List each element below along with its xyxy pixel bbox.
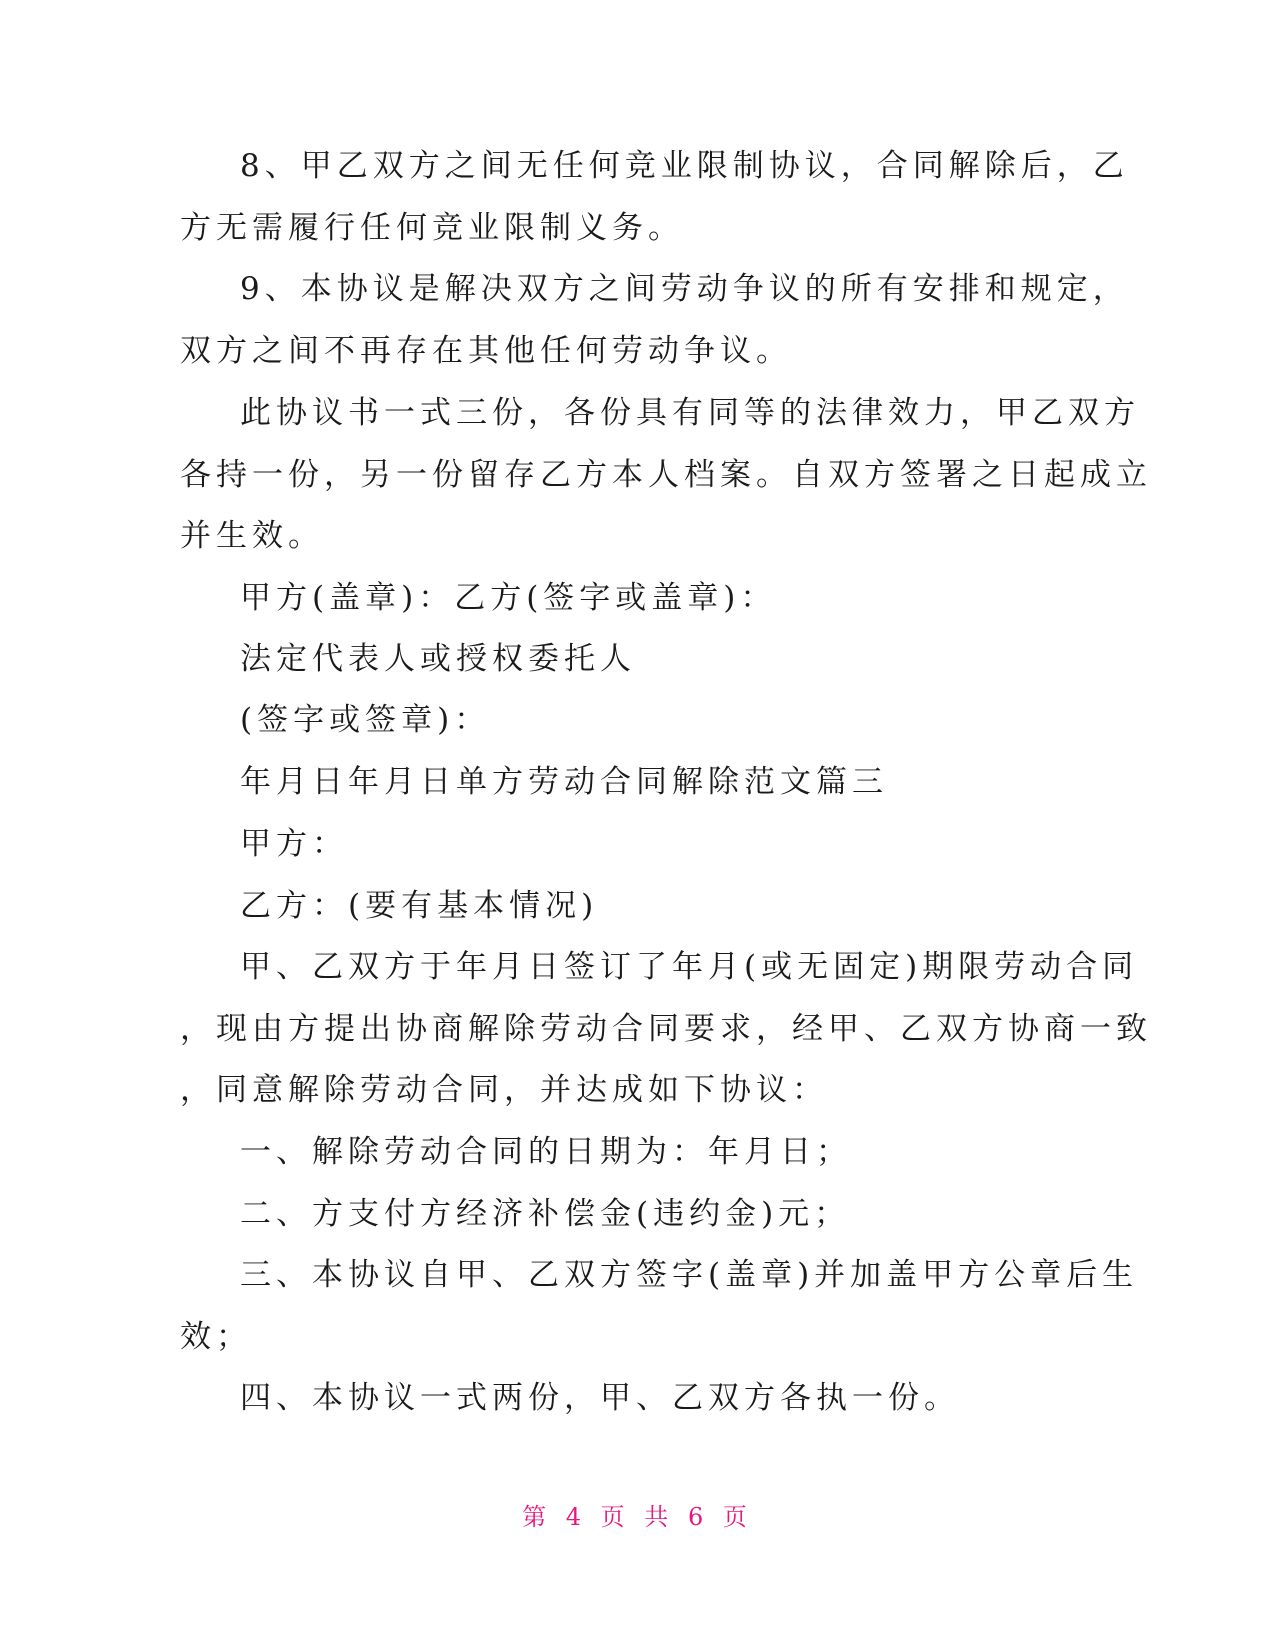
paragraph-line: 三、本协议自甲、乙双方签字(盖章)并加盖甲方公章后生 — [240, 1257, 1139, 1293]
page-number-label: 第 4 页 共 6 页 — [522, 1503, 753, 1531]
paragraph-line: 效； — [180, 1319, 252, 1355]
paragraph-line: ，现由方提出协商解除劳动合同要求，经甲、乙双方协商一致 — [180, 1011, 1152, 1047]
paragraph-line: 甲、乙双方于年月日签订了年月(或无固定)期限劳动合同 — [240, 949, 1139, 985]
paragraph-line: 二、方支付方经济补偿金(违约金)元； — [240, 1196, 851, 1232]
paragraph-line: 一、解除劳动合同的日期为：年月日； — [240, 1134, 852, 1170]
paragraph-line: 甲方(盖章)：乙方(签字或盖章)： — [240, 580, 777, 616]
page-number-footer — [0, 1497, 1275, 1532]
paragraph-line: 各持一份，另一份留存乙方本人档案。自双方签署之日起成立 — [180, 457, 1152, 493]
paragraph-line: 四、本协议一式两份，甲、乙双方各执一份。 — [240, 1380, 960, 1416]
paragraph-line: 方无需履行任何竞业限制义务。 — [180, 210, 684, 246]
paragraph-line: (签字或签章)： — [240, 702, 491, 738]
paragraph-line: ，同意解除劳动合同，并达成如下协议： — [180, 1072, 828, 1108]
paragraph-line: 年月日年月日单方劳动合同解除范文篇三 — [240, 764, 888, 800]
paragraph-line: 甲方： — [240, 826, 348, 862]
paragraph-line: 乙方：(要有基本情况) — [240, 888, 599, 924]
paragraph-line: 8、甲乙双方之间无任何竞业限制协议，合同解除后，乙 — [240, 148, 1129, 184]
paragraph-line: 9、本协议是解决双方之间劳动争议的所有安排和规定， — [240, 271, 1129, 307]
paragraph-line: 此协议书一式三份，各份具有同等的法律效力，甲乙双方 — [240, 395, 1140, 431]
paragraph-line: 法定代表人或授权委托人 — [240, 641, 636, 677]
paragraph-line: 并生效。 — [180, 518, 324, 554]
paragraph-line: 双方之间不再存在其他任何劳动争议。 — [180, 333, 792, 369]
